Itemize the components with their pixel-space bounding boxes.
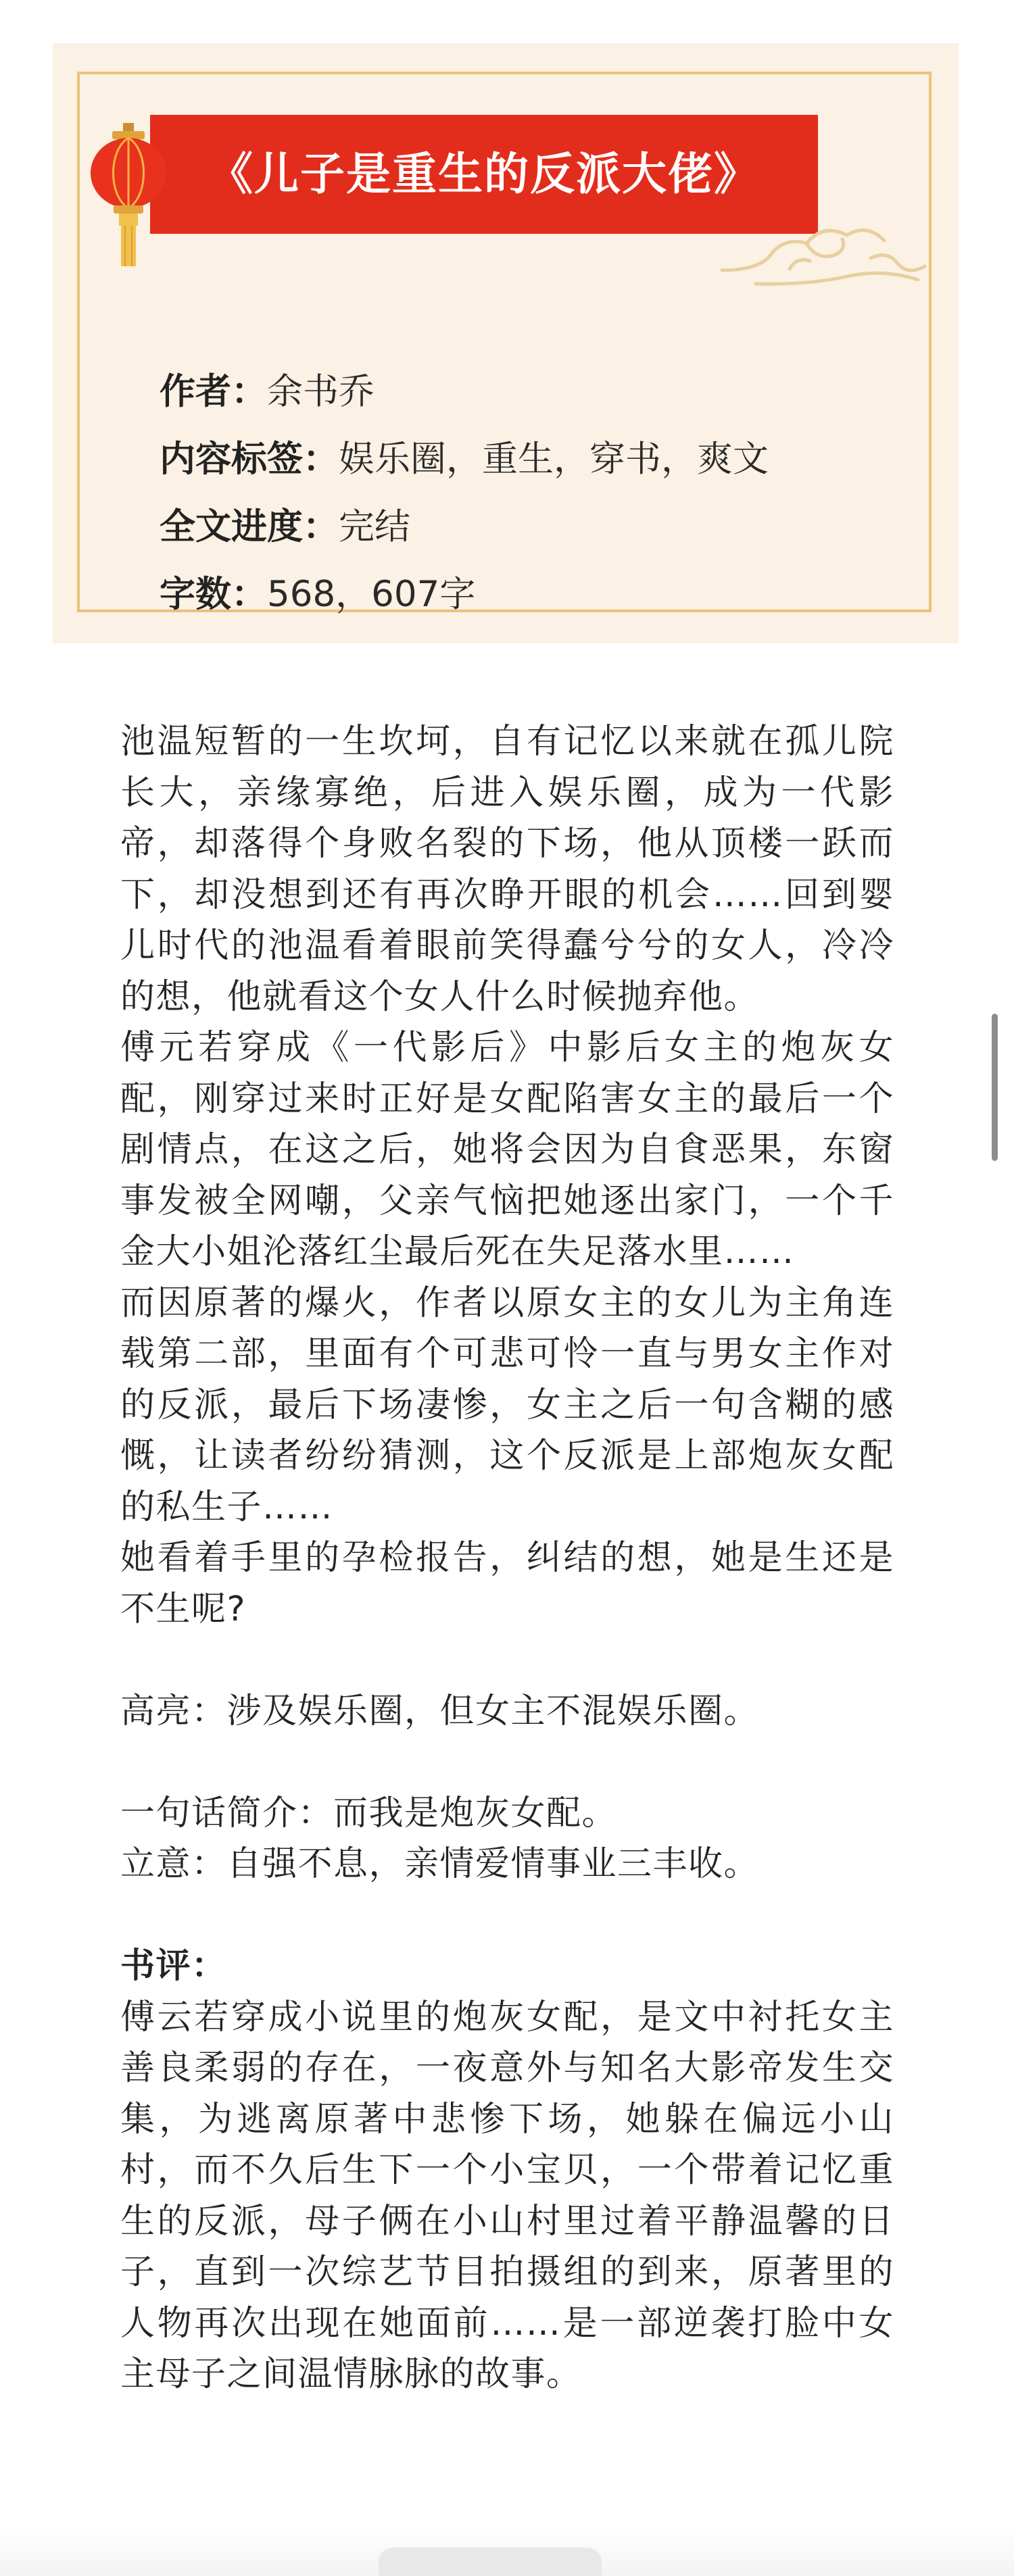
meta-author-value: 余书乔 <box>267 371 375 412</box>
meta-author <box>160 358 769 426</box>
synopsis-paragraph: 池温短暂的一生坎坷，自有记忆以来就在孤儿院长大，亲缘寡绝，后进入娱乐圈，成为一代影帝，却落得个身败名裂的下场，他从顶楼一跃而下，却没想到还有再次睁开眼的机会……回到婴儿时代的池温看着眼前笑得蠢兮兮的女人，冷冷的想，他就看这个女人什么时候抛弃他。 <box>120 722 894 1017</box>
book-title: 《儿子是重生的反派大佬》 <box>208 148 760 200</box>
meta-author-label: 作者： <box>160 371 267 412</box>
highlight-line: 高亮：涉及娱乐圈，但女主不混娱乐圈。 <box>120 1691 760 1731</box>
meta-wordcount-label: 字数： <box>160 574 267 615</box>
cloud-ornament-icon <box>715 196 932 297</box>
paragraph-spacer <box>120 1890 894 1941</box>
meta-tags-value: 娱乐圈，重生，穿书，爽文 <box>339 439 769 480</box>
book-info-frame <box>77 72 932 615</box>
meta-tags-label: 内容标签： <box>160 439 339 480</box>
synopsis-paragraph: 傅元若穿成《一代影后》中影后女主的炮灰女配，刚穿过来时正好是女配陷害女主的最后一个剧情点，在这之后，她将会因为自食恶果，东窗事发被全网嘲，父亲气恼把她逐出家门，一个千金大小姐沦落红尘最后死在失足落水里…… <box>120 1028 894 1272</box>
meta-tags <box>160 426 769 493</box>
book-info-card <box>53 43 959 643</box>
paragraph-spacer <box>120 1737 894 1788</box>
book-meta <box>160 358 769 628</box>
lantern-icon <box>88 123 169 272</box>
meta-wordcount <box>160 561 769 628</box>
meta-progress-label: 全文进度： <box>160 506 339 547</box>
synopsis-paragraph: 她看着手里的孕检报告，纠结的想，她是生还是不生呢? <box>120 1538 894 1629</box>
oneline-summary: 一句话简介：而我是炮灰女配。 <box>120 1793 618 1833</box>
bottom-toolbar-handle <box>379 2548 602 2576</box>
review-text: 傅云若穿成小说里的炮灰女配，是文中衬托女主善良柔弱的存在，一夜意外与知名大影帝发生交集，为逃离原著中悲惨下场，她躲在偏远小山村，而不久后生下一个小宝贝，一个带着记忆重生的反派，母子俩在小山村里过着平静温馨的日子，直到一次综艺节目拍摄组的到来，原著里的人物再次出现在她面前……是一部逆袭打脸中女主母子之间温情脉脉的故事。 <box>120 1997 894 2394</box>
paragraph-spacer <box>120 1635 894 1686</box>
meta-progress-value: 完结 <box>339 506 410 547</box>
scrollbar-thumb[interactable] <box>992 1014 998 1161</box>
meta-wordcount-value: 568，607字 <box>267 574 476 615</box>
review-heading: 书评： <box>120 1946 227 1986</box>
meta-progress <box>160 493 769 561</box>
theme-line: 立意：自强不息，亲情爱情事业三丰收。 <box>120 1844 760 1884</box>
synopsis-paragraph: 而因原著的爆火，作者以原女主的女儿为主角连载第二部，里面有个可悲可怜一直与男女主作对的反派，最后下场凄惨，女主之后一句含糊的感慨，让读者纷纷猜测，这个反派是上部炮灰女配的私生子…… <box>120 1283 894 1527</box>
book-synopsis <box>120 716 894 2400</box>
